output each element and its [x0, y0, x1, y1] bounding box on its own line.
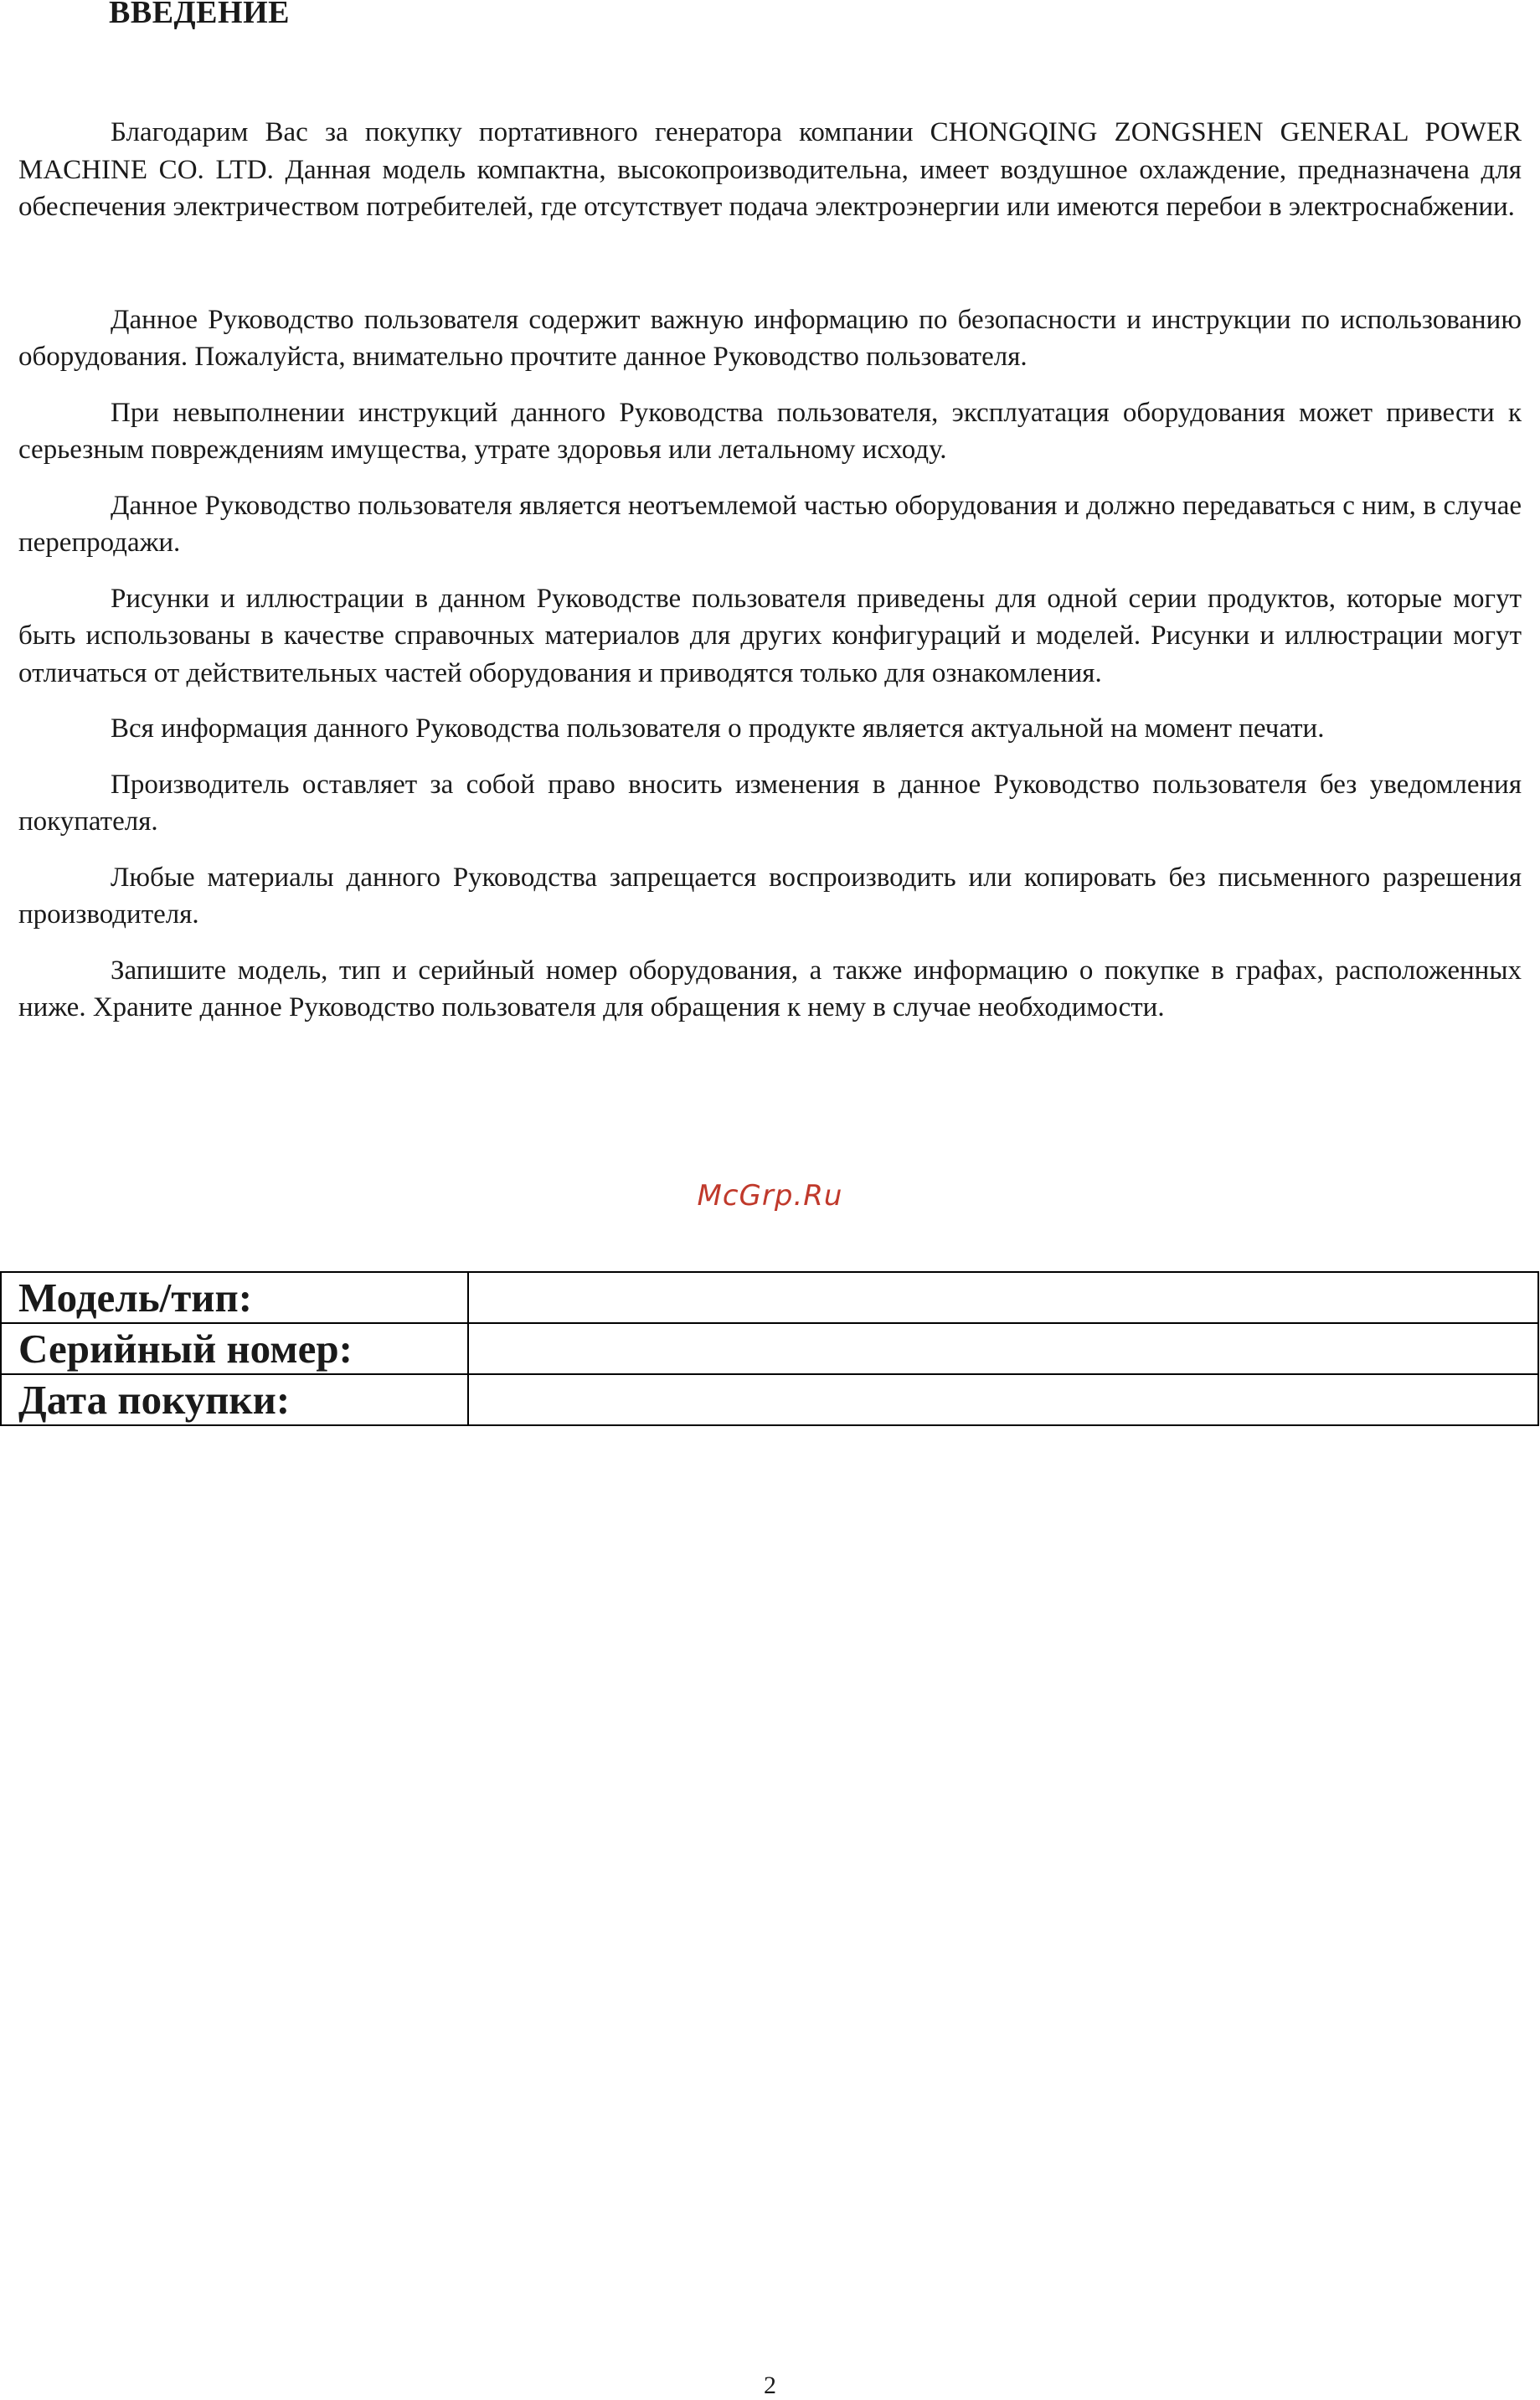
- paragraph-spacer: [18, 226, 1522, 301]
- paragraph-changes: Производитель оставляет за собой право вносить изменения в данное Руководство пользователя без уведомления покупателя.: [18, 769, 1522, 837]
- serial-number-value[interactable]: [468, 1323, 1538, 1374]
- purchase-record-table: [0, 1271, 1539, 1426]
- model-type-value[interactable]: [468, 1272, 1538, 1323]
- paragraph-thanks: Благодарим Вас за покупку портативного генератора компании CHONGQING ZONGSHEN GENERAL POWER MACHINE CO. LTD. Данная модель компактна, высокопроизводительна, имеет воздушное охлаждение, предназначена для обеспечения электричеством потребителей, где отсутствует подача электроэнергии или имеются перебои в электроснабжении.: [18, 117, 1522, 222]
- serial-number-label: Серийный номер:: [1, 1323, 468, 1374]
- paragraph-spacer: [18, 748, 1522, 766]
- purchase-date-value[interactable]: [468, 1374, 1538, 1425]
- page-title: ВВЕДЕНИЕ: [109, 0, 290, 30]
- table-row: [1, 1374, 1538, 1425]
- model-type-label: Модель/тип:: [1, 1272, 468, 1323]
- table-row: [1, 1272, 1538, 1323]
- paragraph-resale: Данное Руководство пользователя является неотъемлемой частью оборудования и должно передаваться с ним, в случае перепродажи.: [18, 490, 1522, 558]
- paragraph-spacer: [18, 692, 1522, 710]
- paragraph-spacer: [18, 376, 1522, 394]
- paragraph-safety-info: Данное Руководство пользователя содержит важную информацию по безопасности и инструкции по использованию оборудования. Пожалуйста, внимательно прочтите данное Руководство пользователя.: [18, 304, 1522, 372]
- paragraph-spacer: [18, 841, 1522, 859]
- paragraph-record-info: Запишите модель, тип и серийный номер оборудования, а также информацию о покупке в графах, расположенных ниже. Храните данное Руководство пользователя для обращения к нему в случае необходимости.: [18, 955, 1522, 1022]
- paragraph-spacer: [18, 562, 1522, 580]
- watermark-link[interactable]: McGrp.Ru: [697, 1179, 843, 1213]
- paragraph-illustrations: Рисунки и иллюстрации в данном Руководстве пользователя приведены для одной серии продуктов, которые могут быть использованы в качестве справочных материалов для других конфигураций и моделей. Рисунки и иллюстрации могут отличаться от действительных частей оборудования и приводятся только для ознакомления.: [18, 583, 1522, 688]
- paragraph-actuality: Вся информация данного Руководства пользователя о продукте является актуальной на момент печати.: [111, 713, 1325, 744]
- page-number: 2: [764, 2372, 776, 2399]
- intro-body: [18, 114, 1522, 1027]
- table-row: [1, 1323, 1538, 1374]
- paragraph-warning: При невыполнении инструкций данного Руководства пользователя, эксплуатация оборудования может привести к серьезным повреждениям имущества, утрате здоровья или летальному исходу.: [18, 397, 1522, 465]
- paragraph-spacer: [18, 469, 1522, 487]
- paragraph-copyright: Любые материалы данного Руководства запрещается воспроизводить или копировать без письменного разрешения производителя.: [18, 862, 1522, 930]
- paragraph-spacer: [18, 934, 1522, 952]
- purchase-date-label: Дата покупки:: [1, 1374, 468, 1425]
